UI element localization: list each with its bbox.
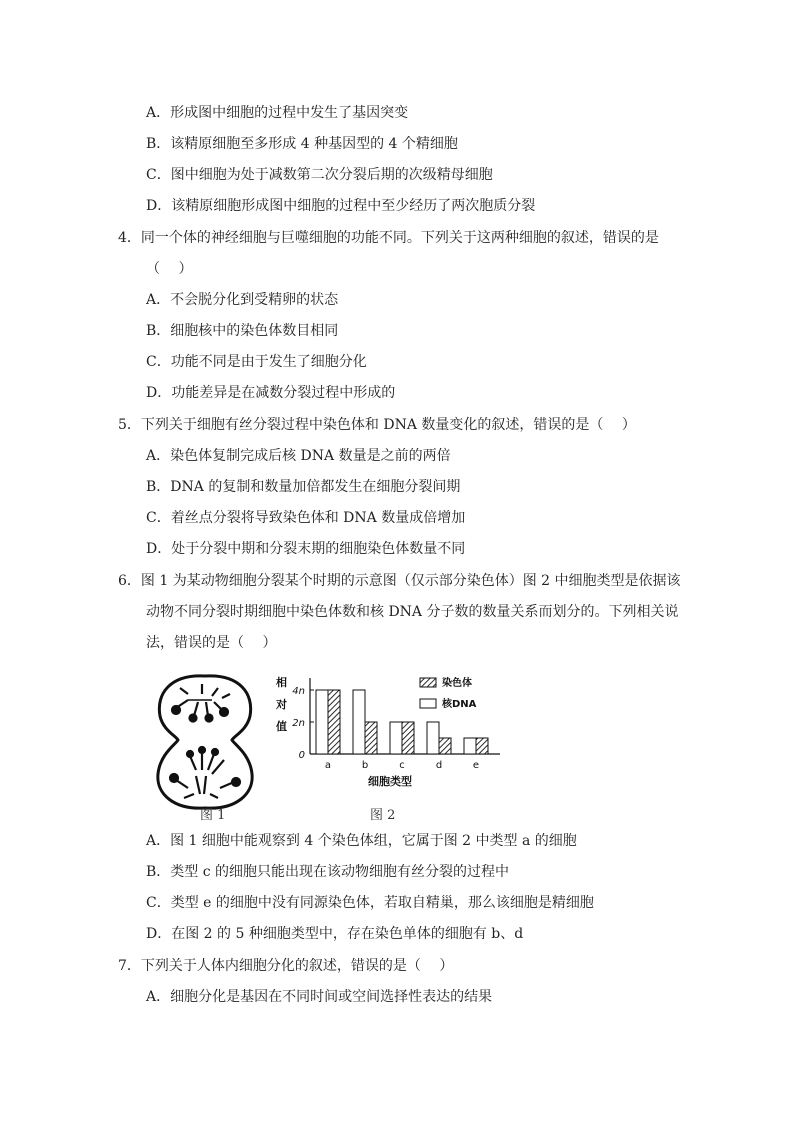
legend-label-chromosome: 染色体 (442, 678, 472, 689)
figure-2-bar-chart (268, 670, 508, 794)
q5-option-d: D．处于分裂中期和分裂末期的细胞染色体数量不同 (146, 541, 466, 557)
legend-swatch-chromosome (420, 678, 436, 687)
q3-option-a: A．形成图中细胞的过程中发生了基因突变 (146, 105, 409, 121)
q4-option-d: D．功能差异是在减数分裂过程中形成的 (146, 385, 396, 401)
q6-option-c: C．类型 e 的细胞中没有同源染色体，若取自精巢，那么该细胞是精细胞 (146, 895, 594, 911)
q6-stem-cont-2: 法，错误的是（ ） (146, 635, 277, 651)
x-tick-label: d (435, 760, 443, 771)
q6-option-d: D．在图 2 的 5 种细胞类型中，存在染色单体的细胞有 b、d (146, 926, 524, 942)
q4-option-a: A．不会脱分化到受精卵的状态 (146, 292, 339, 308)
bar-dna-a (316, 690, 328, 754)
x-tick-label: a (324, 760, 332, 771)
y-tick-label: 4n (292, 686, 305, 697)
q3-option-b: B．该精原细胞至多形成 4 种基因型的 4 个精细胞 (146, 136, 458, 152)
bar-dna-e (464, 738, 476, 754)
y-axis-label (275, 675, 287, 733)
y-axis-label-char: 值 (276, 720, 287, 733)
x-tick-label: c (399, 760, 405, 771)
q6-stem-cont-1: 动物不同分裂时期细胞中染色体数和核 DNA 分子数的数量关系而划分的。下列相关说 (146, 604, 679, 620)
x-tick-label: b (361, 760, 369, 771)
bar-dna-b (353, 690, 365, 754)
q6-option-b: B．类型 c 的细胞只能出现在该动物细胞有丝分裂的过程中 (146, 864, 510, 880)
q4-stem-cont: （ ） (146, 261, 193, 277)
q5-option-b: B．DNA 的复制和数量加倍都发生在细胞分裂间期 (146, 479, 461, 495)
q3-option-c: C．图中细胞为处于减数第二次分裂后期的次级精母细胞 (146, 167, 493, 183)
q5-option-a: A．染色体复制完成后核 DNA 数量是之前的两倍 (146, 448, 451, 464)
y-axis-label-char: 对 (276, 698, 287, 711)
q7-option-a: A．细胞分化是基因在不同时间或空间选择性表达的结果 (146, 989, 493, 1005)
bar-chromosome-b (365, 722, 377, 754)
bar-dna-c (390, 722, 402, 754)
q3-option-d: D．该精原细胞形成图中细胞的过程中至少经历了两次胞质分裂 (146, 198, 536, 214)
q4-stem: 4．同一个体的神经细胞与巨噬细胞的功能不同。下列关于这两种细胞的叙述，错误的是 (118, 230, 659, 246)
figure-2-caption: 图 2 (370, 808, 396, 823)
figure-1-cell (150, 670, 260, 812)
q4-option-b: B．细胞核中的染色体数目相同 (146, 323, 339, 339)
bar-chromosome-a (328, 690, 340, 754)
legend-label-dna: 核DNA (442, 699, 477, 710)
q5-option-c: C．着丝点分裂将导致染色体和 DNA 数量成倍增加 (146, 510, 466, 526)
x-tick-label: e (472, 760, 480, 771)
q5-stem: 5．下列关于细胞有丝分裂过程中染色体和 DNA 数量变化的叙述，错误的是（ ） (118, 417, 636, 433)
figure-1-caption: 图 1 (200, 808, 226, 823)
bar-chromosome-e (476, 738, 488, 754)
q4-option-c: C．功能不同是由于发生了细胞分化 (146, 354, 367, 370)
q6-option-a: A．图 1 细胞中能观察到 4 个染色体组，它属于图 2 中类型 a 的细胞 (146, 833, 577, 849)
bar-chromosome-c (402, 722, 414, 754)
q7-stem: 7．下列关于人体内细胞分化的叙述，错误的是（ ） (118, 958, 454, 974)
bar-dna-d (427, 722, 439, 754)
q6-stem: 6．图 1 为某动物细胞分裂某个时期的示意图（仅示部分染色体）图 2 中细胞类型是依据该 (118, 573, 681, 589)
bar-chromosome-d (439, 738, 451, 754)
legend-swatch-dna (420, 699, 436, 708)
y-tick-label: 2n (292, 718, 305, 729)
y-tick-label: 0 (298, 750, 305, 761)
y-axis-label-char: 相 (276, 676, 287, 689)
x-axis-label: 细胞类型 (368, 775, 412, 788)
